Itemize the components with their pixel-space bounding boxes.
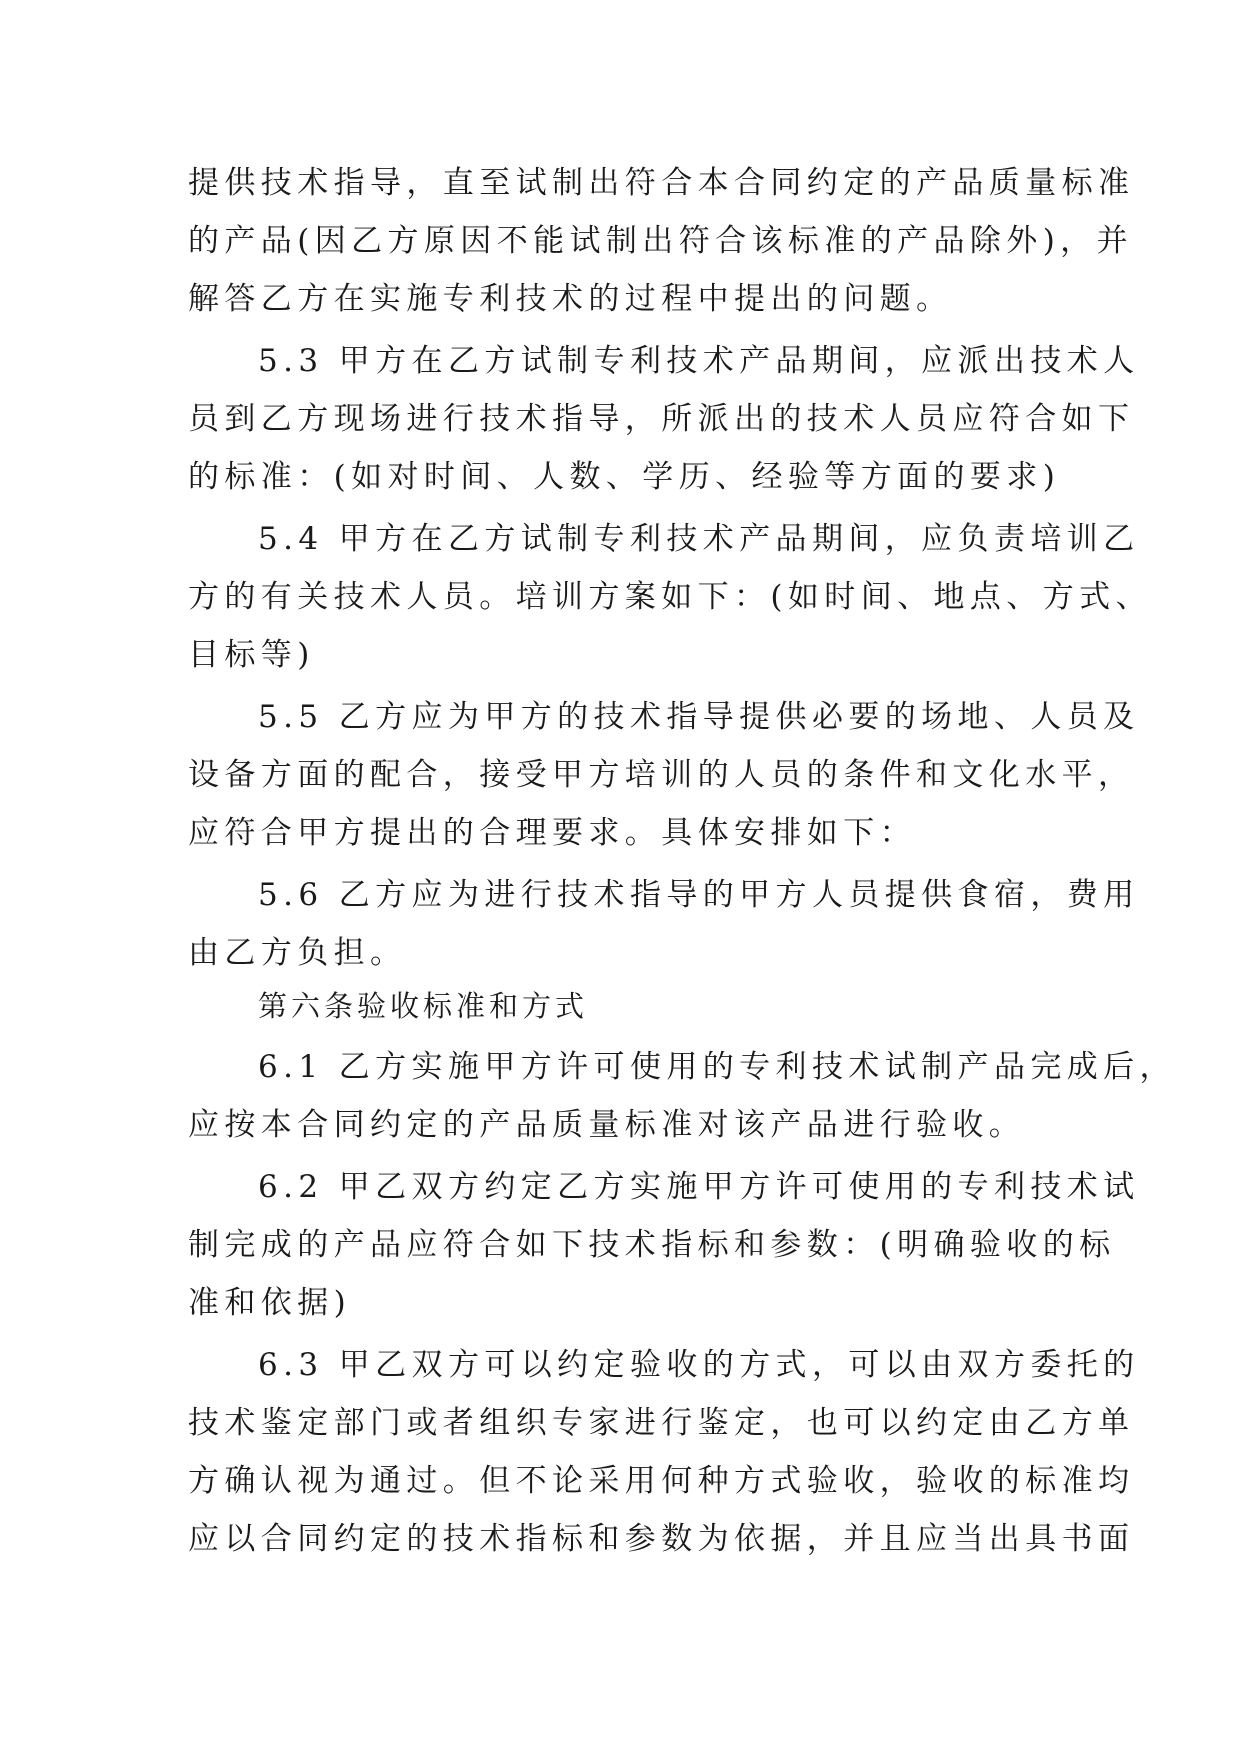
text-line: 技术鉴定部门或者组织专家进行鉴定，也可以约定由乙方单: [188, 1405, 1135, 1441]
paragraph-start: 5.4 甲方在乙方试制专利技术产品期间，应负责培训乙: [258, 521, 1140, 557]
text-line: 应符合甲方提出的合理要求。具体安排如下：: [188, 815, 916, 851]
text-line: 的标准：(如对时间、人数、学历、经验等方面的要求): [188, 459, 1061, 495]
text-line: 准和依据): [188, 1285, 352, 1321]
text-line: 目标等): [188, 637, 315, 673]
paragraph-start: 5.5 乙方应为甲方的技术指导提供必要的场地、人员及: [258, 699, 1140, 735]
text-line: 解答乙方在实施专利技术的过程中提出的问题。: [188, 281, 953, 317]
paragraph-start: 5.3 甲方在乙方试制专利技术产品期间，应派出技术人: [258, 343, 1140, 379]
section-heading: 第六条验收标准和方式: [258, 989, 589, 1023]
paragraph-start: 5.6 乙方应为进行技术指导的甲方人员提供食宿，费用: [258, 877, 1140, 913]
text-line: 设备方面的配合，接受甲方培训的人员的条件和文化水平，: [188, 757, 1135, 793]
text-line: 提供技术指导，直至试制出符合本合同约定的产品质量标准: [188, 165, 1135, 201]
text-line: 的产品(因乙方原因不能试制出符合该标准的产品除外)，并: [188, 223, 1133, 259]
text-line: 制完成的产品应符合如下技术指标和参数：(明确验收的标: [188, 1227, 1116, 1263]
text-line: 应按本合同约定的产品质量标准对该产品进行验收。: [188, 1107, 1026, 1143]
paragraph-start: 6.1 乙方实施甲方许可使用的专利技术试制产品完成后，: [258, 1049, 1176, 1085]
paragraph-start: 6.2 甲乙双方约定乙方实施甲方许可使用的专利技术试: [258, 1169, 1140, 1205]
paragraph-start: 6.3 甲乙双方可以约定验收的方式，可以由双方委托的: [258, 1347, 1140, 1383]
text-line: 员到乙方现场进行技术指导，所派出的技术人员应符合如下: [188, 401, 1135, 437]
text-line: 由乙方负担。: [188, 935, 407, 971]
text-line: 应以合同约定的技术指标和参数为依据，并且应当出具书面: [188, 1521, 1135, 1557]
text-line: 方确认视为通过。但不论采用何种方式验收，验收的标准均: [188, 1463, 1135, 1499]
text-line: 方的有关技术人员。培训方案如下：(如时间、地点、方式、: [188, 579, 1152, 615]
